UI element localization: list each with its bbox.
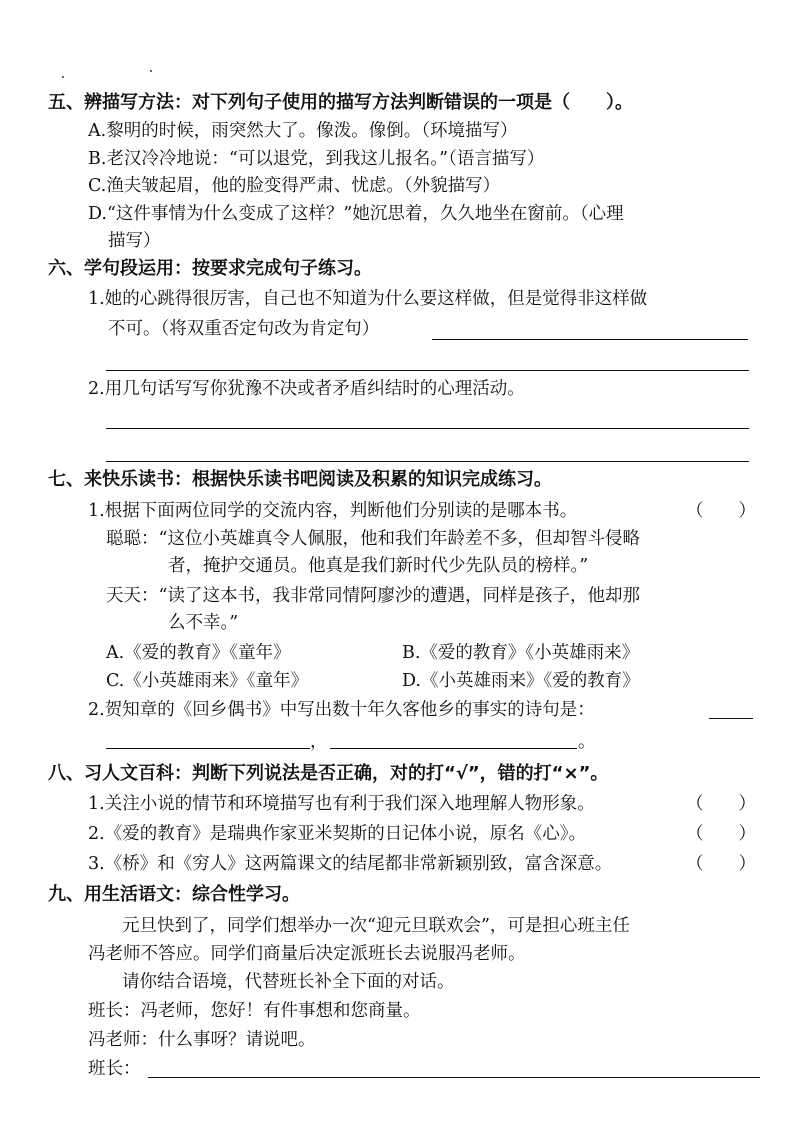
s7-congcong-line2: 者，掩护交通员。他真是我们新时代少先队员的榜样。” <box>168 556 589 576</box>
s5-option-d-line1: D.“这件事情为什么变成了这样？”她沉思着，久久地坐在窗前。（心理 <box>88 204 624 224</box>
s7-congcong-line1: 聪聪：“这位小英雄真令人佩服，他和我们年龄差不多，但却智斗侵略 <box>106 529 640 549</box>
section-8-title: 八、习人文百科：判断下列说法是否正确，对的打“√”，错的打“×”。 <box>48 763 609 784</box>
s8-q1: 1.关注小说的情节和环境描写也有利于我们深入地理解人物形象。 <box>88 794 595 814</box>
s6-q2-answer-line-2[interactable] <box>106 461 749 462</box>
s7-q2-blank-1[interactable] <box>106 748 310 749</box>
scan-speck <box>150 70 152 72</box>
s7-option-d: D.《小英雄雨来》《爱的教育》 <box>402 671 640 691</box>
s9-dialog-answer-line[interactable] <box>148 1077 760 1078</box>
s8-q1-answer-paren[interactable]: （ ） <box>686 794 756 814</box>
s7-q2: 2.贺知章的《回乡偶书》中写出数十年久客他乡的事实的诗句是： <box>88 700 595 720</box>
s5-option-d-line2: 描写） <box>108 231 161 251</box>
s7-option-b: B.《爱的教育》《小英雄雨来》 <box>402 643 640 663</box>
s6-q2-answer-line-1[interactable] <box>106 428 749 429</box>
s7-q1: 1.根据下面两位同学的交流内容，判断他们分别读的是哪本书。 <box>88 501 578 521</box>
section-6-title: 六、学句段运用：按要求完成句子练习。 <box>48 258 372 279</box>
s9-paragraph-line2: 冯老师不答应。同学们商量后决定派班长去说服冯老师。 <box>88 944 526 964</box>
s9-dialog-monitor-2-label: 班长： <box>88 1059 141 1079</box>
s7-q1-answer-paren[interactable]: （ ） <box>686 501 756 521</box>
s7-q2-period: 。 <box>578 732 596 752</box>
s9-dialog-monitor-1: 班长：冯老师，您好！有件事想和您商量。 <box>88 1001 421 1021</box>
s7-option-a: A.《爱的教育》《童年》 <box>106 643 291 663</box>
section-9-title: 九、用生活语文：综合性学习。 <box>48 884 300 905</box>
s8-q3-answer-paren[interactable]: （ ） <box>686 854 756 874</box>
s5-option-c: C.渔夫皱起眉，他的脸变得严肃、忧虑。（外貌描写） <box>88 176 501 196</box>
s6-q2: 2.用几句话写写你犹豫不决或者矛盾纠结时的心理活动。 <box>88 379 525 399</box>
s6-q1-line1: 1.她的心跳得很厉害，自己也不知道为什么要这样做，但是觉得非这样做 <box>88 289 648 309</box>
s7-tiantian-line1: 天天：“读了这本书，我非常同情阿廖沙的遭遇，同样是孩子，他却那 <box>106 586 640 606</box>
s8-q3: 3.《桥》和《穷人》这两篇课文的结尾都非常新颖别致，富含深意。 <box>88 854 613 874</box>
s6-q1-answer-line[interactable] <box>106 370 749 371</box>
s8-q2-answer-paren[interactable]: （ ） <box>686 824 756 844</box>
s5-option-b: B.老汉冷冷地说：“可以退党，到我这儿报名。”（语言描写） <box>88 149 545 169</box>
s9-instruction: 请你结合语境，代替班长补全下面的对话。 <box>122 972 455 992</box>
s6-q1-answer-blank[interactable] <box>432 339 748 340</box>
s7-tiantian-line2: 么不幸。” <box>168 613 239 633</box>
s7-q2-blank-start[interactable] <box>709 718 753 719</box>
s8-q2: 2.《爱的教育》是瑞典作家亚米契斯的日记体小说，原名《心》。 <box>88 824 586 844</box>
s7-q2-comma: ， <box>310 732 328 752</box>
section-7-title: 七、来快乐读书：根据快乐读书吧阅读及积累的知识完成练习。 <box>48 469 552 490</box>
s7-option-c: C.《小英雄雨来》《童年》 <box>106 671 309 691</box>
s5-option-a: A.黎明的时候，雨突然大了。像泼。像倒。（环境描写） <box>88 121 518 141</box>
s9-dialog-teacher: 冯老师：什么事呀？请说吧。 <box>88 1030 316 1050</box>
section-5-title: 五、辨描写方法：对下列句子使用的描写方法判断错误的一项是（ ）。 <box>48 92 633 113</box>
scan-speck <box>62 76 64 78</box>
s6-q1-line2: 不可。（将双重否定句改为肯定句） <box>108 319 380 339</box>
s7-q2-blank-2[interactable] <box>330 748 577 749</box>
s9-paragraph-line1: 元旦快到了，同学们想举办一次“迎元旦联欢会”，可是担心班主任 <box>122 916 630 936</box>
